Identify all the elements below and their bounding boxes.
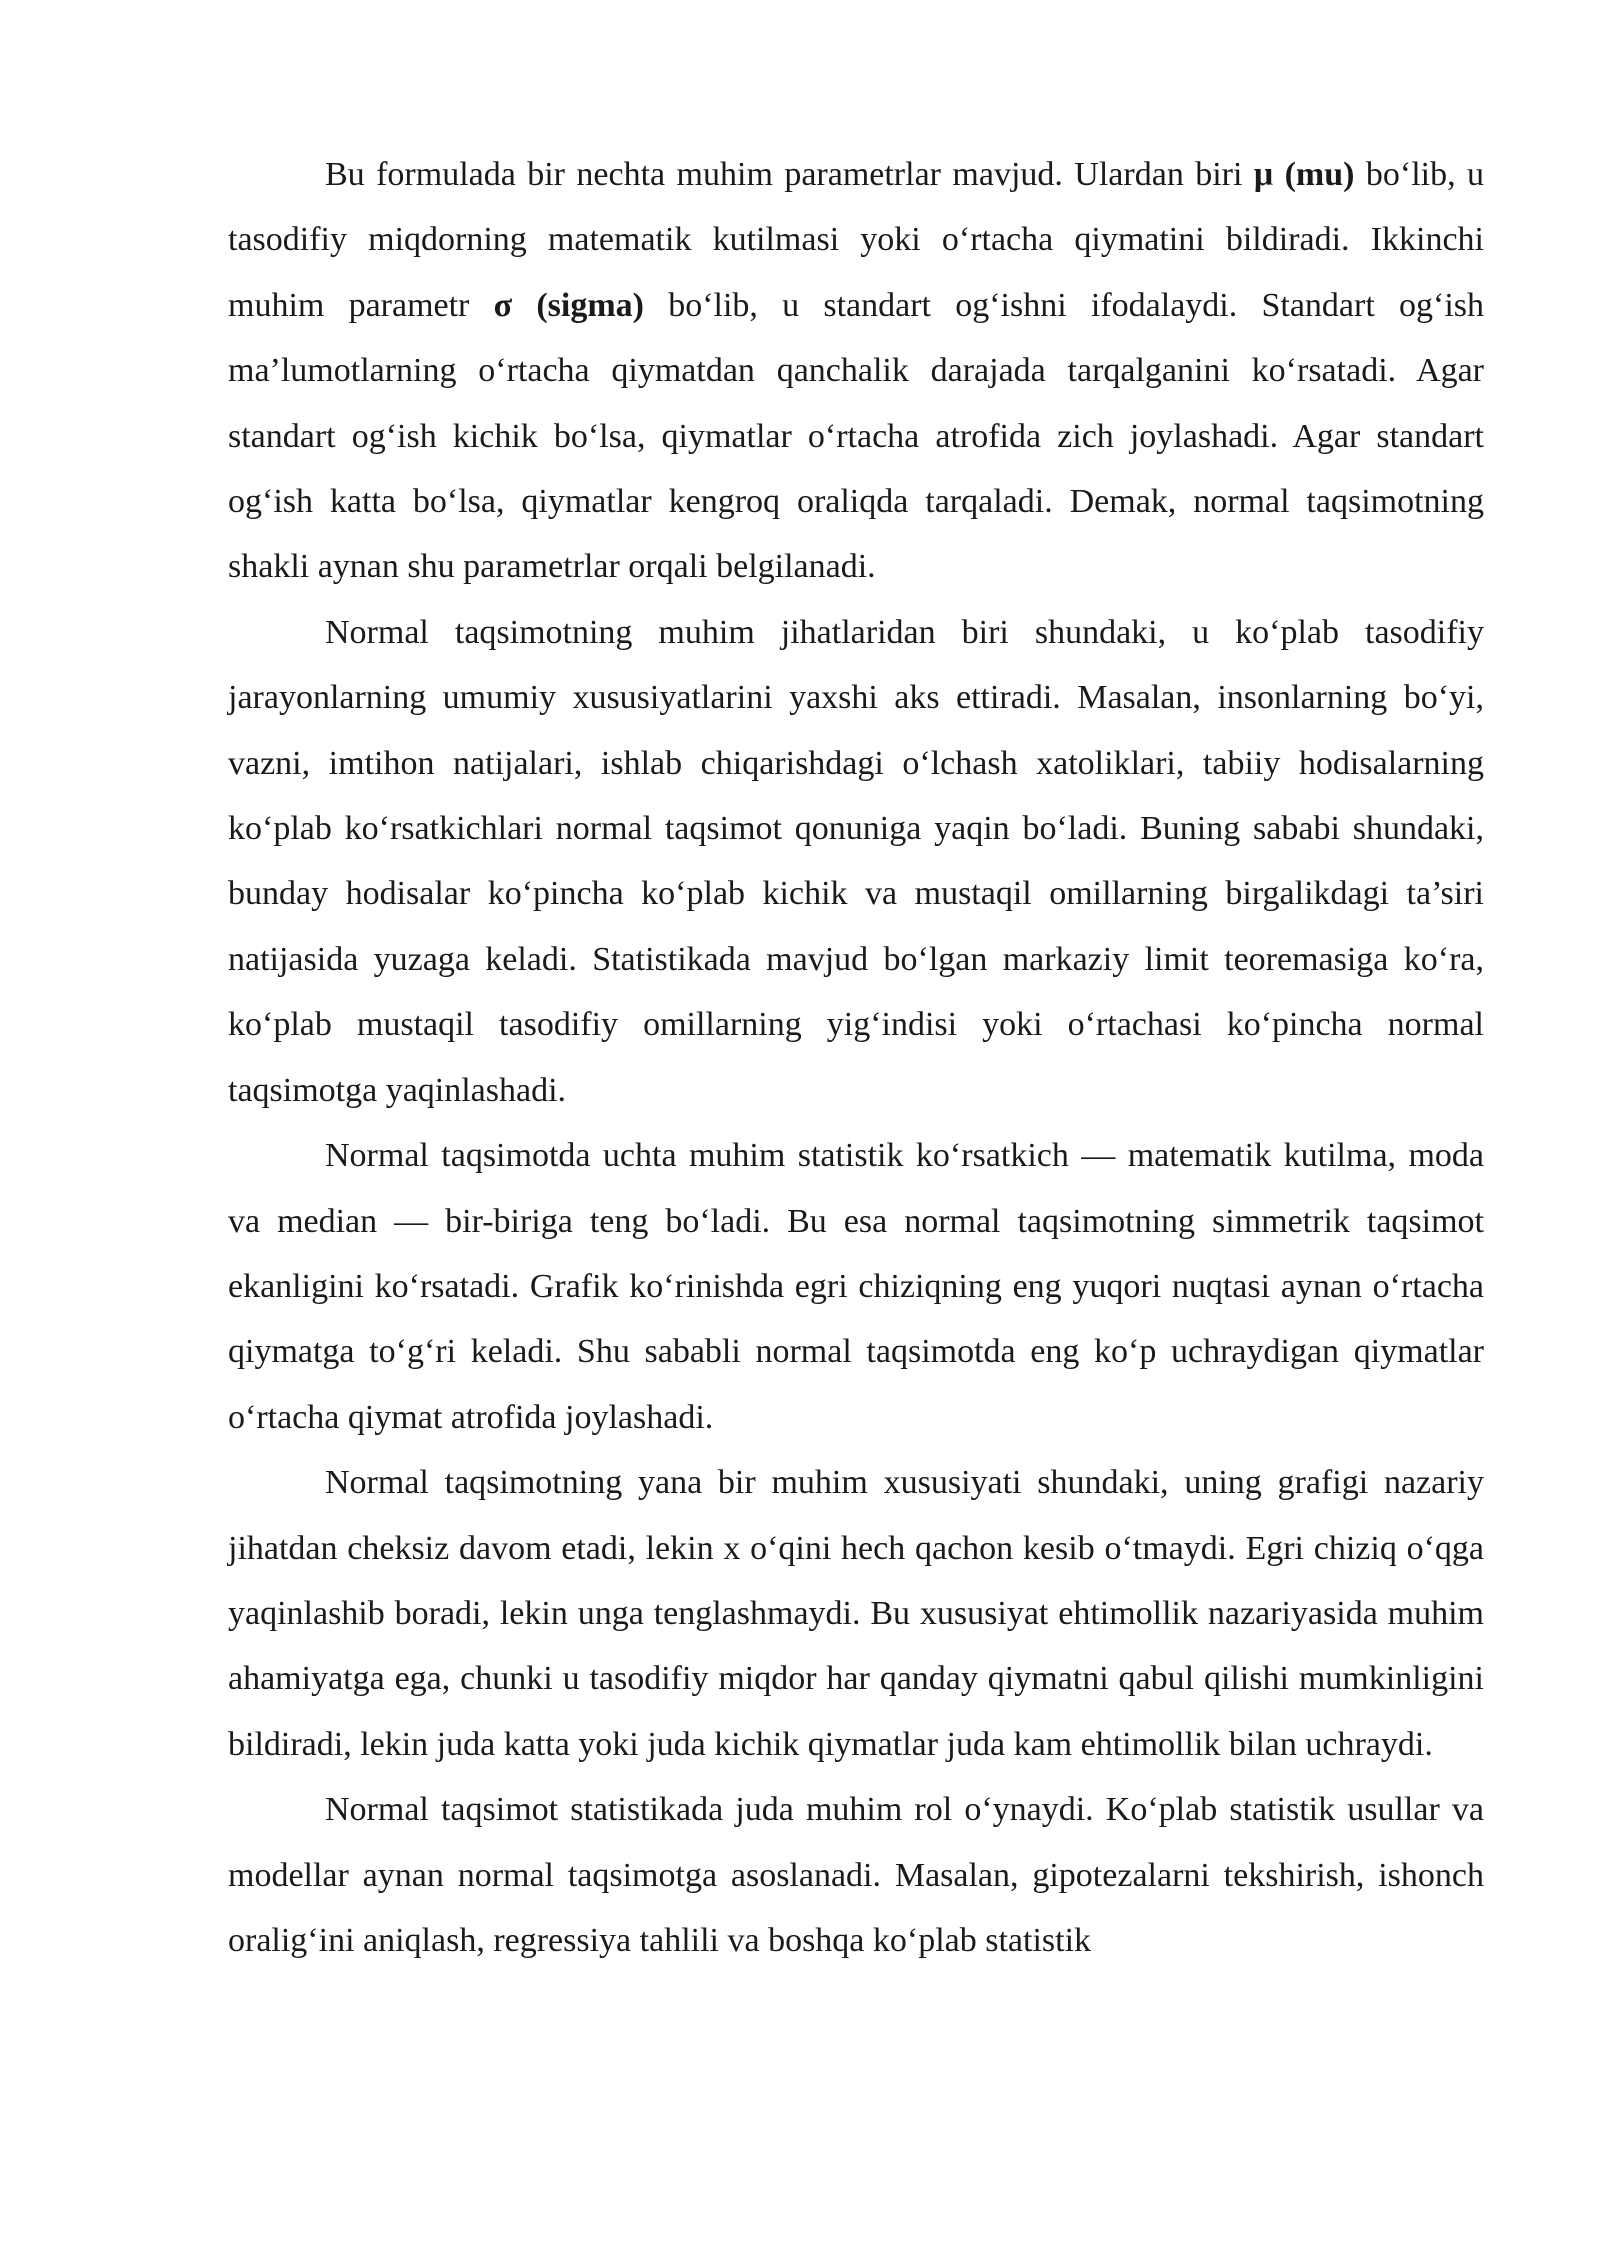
paragraph-applications — [228, 600, 1484, 1123]
mu-term: μ (mu) — [1253, 156, 1355, 193]
sigma-term: σ (sigma) — [493, 286, 644, 324]
text-segment: Normal taqsimotda uchta muhim statistik ko‘rsatkich — matematik kutilma, moda va median — bir-biriga teng bo‘ladi. Bu esa normal taqsimotning simmetrik taqsimot ekanligini ko‘rsatadi. Grafik ko‘rinishda egri chiziqning eng yuqori nuqtasi aynan o‘rtacha qiymatga to‘g‘ri keladi. Shu sababli normal taqsimotda eng ko‘p uchraydigan qiymatlar o‘rtacha qiymat atrofida joylashadi. — [228, 1137, 1484, 1436]
paragraph-asymptote — [228, 1450, 1484, 1777]
text-segment: Bu formulada bir nechta muhim parametrlar mavjud. Ulardan biri — [325, 156, 1254, 193]
document-page — [228, 142, 1484, 1973]
paragraph-statistics-role — [228, 1777, 1484, 1973]
text-segment: Normal taqsimotning yana bir muhim xususiyati shundaki, uning grafigi nazariy jihatdan cheksiz davom etadi, lekin x o‘qini hech qachon kesib o‘tmaydi. Egri chiziq o‘qga yaqinlashib boradi, lekin unga tenglashmaydi. Bu xususiyat ehtimollik nazariyasida muhim ahamiyatga ega, chunki u tasodifiy miqdor har qanday qiymatni qabul qilishi mumkinligini bildiradi, lekin juda katta yoki juda kichik qiymatlar juda kam ehtimollik bilan uchraydi. — [228, 1464, 1484, 1763]
paragraph-parameters — [228, 142, 1484, 600]
text-segment: bo‘lib, u tasodifiy miqdorning matematik kutilmasi yoki o‘rtacha qiymatini bildiradi. Ikkinchi muhim parametr — [228, 156, 1485, 324]
text-segment: Normal taqsimotning muhim jihatlaridan biri shundaki, u ko‘plab tasodifiy jarayonlarning umumiy xususiyatlarini yaxshi aks ettiradi. Masalan, insonlarning bo‘yi, vazni, imtihon natijalari, ishlab chiqarishdagi o‘lchash xatoliklari, tabiiy hodisalarning ko‘plab ko‘rsatkichlari normal taqsimot qonuniga yaqin bo‘ladi. Buning sababi shundaki, bunday hodisalar ko‘pincha ko‘plab kichik va mustaqil omillarning birgalikdagi ta’siri natijasida yuzaga keladi. Statistikada mavjud bo‘lgan markaziy limit teoremasiga ko‘ra, ko‘plab mustaqil tasodifiy omillarning yig‘indisi yoki o‘rtachasi ko‘pincha normal taqsimotga yaqinlashadi. — [228, 613, 1484, 1109]
paragraph-mean-mode-median — [228, 1123, 1484, 1450]
text-segment: Normal taqsimot statistikada juda muhim rol o‘ynaydi. Ko‘plab statistik usullar va modellar aynan normal taqsimotga asoslanadi. Masalan, gipotezalarni tekshirish, ishonch oralig‘ini aniqlash, regressiya tahlili va boshqa ko‘plab statistik — [228, 1791, 1484, 1959]
text-segment: bo‘lib, u standart og‘ishni ifodalaydi. Standart og‘ish ma’lumotlarning o‘rtacha qiymatdan qanchalik darajada tarqalganini ko‘rsatadi. Agar standart og‘ish kichik bo‘lsa, qiymatlar o‘rtacha atrofida zich joylashadi. Agar standart og‘ish katta bo‘lsa, qiymatlar kengroq oraliqda tarqaladi. Demak, normal taqsimotning shakli aynan shu parametrlar orqali belgilanadi. — [228, 286, 1485, 586]
